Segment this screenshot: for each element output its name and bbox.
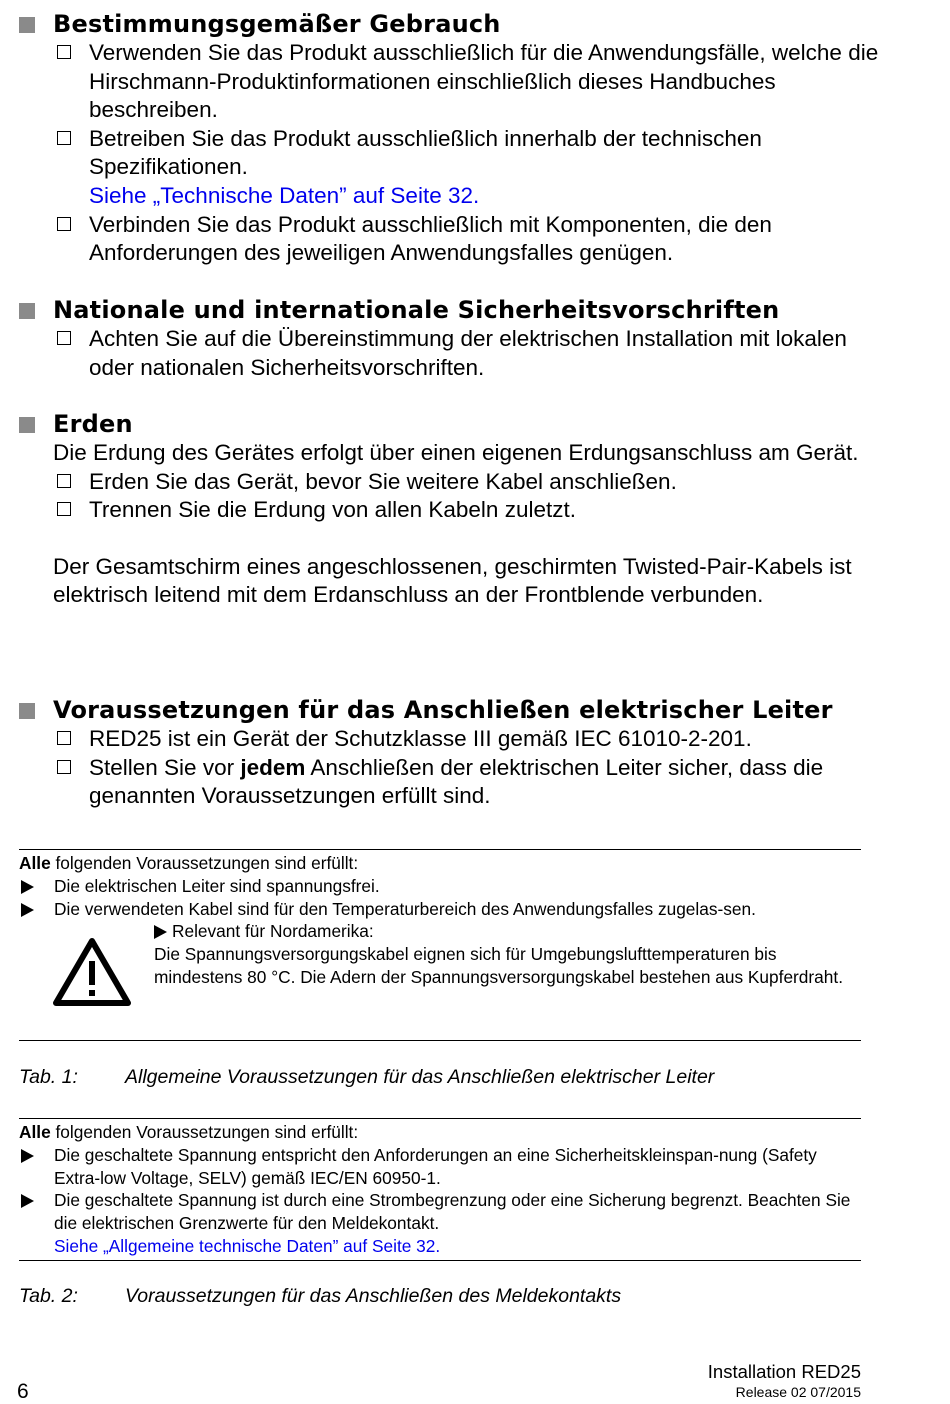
triangle-bullet-icon [154,925,167,939]
section-heading: Nationale und internationale Sicherheitsvorschriften [19,296,879,325]
warning-box [19,920,861,1012]
table-row: Die verwendeten Kabel sind für den Temperaturbereich des Anwendungsfalles zugelas-sen. [19,898,861,921]
paragraph: Der Gesamtschirm eines angeschlossenen, geschirmten Twisted-Pair-Kabels ist elektrisch leitend mit dem Erdanschluss an der Frontblende verbunden. [53,553,852,608]
footer-title: Installation RED25 [707,1361,861,1382]
section-sicherheitsvorschriften [19,296,879,382]
checkbox-bullet-icon [57,474,71,488]
square-bullet-icon [19,417,35,433]
warning-text [154,920,854,988]
section-heading: Bestimmungsgemäßer Gebrauch [19,10,879,39]
triangle-bullet-icon [21,903,34,917]
warning-triangle-icon [52,937,132,1007]
triangle-bullet-icon [21,880,34,894]
table-row: Die geschaltete Spannung entspricht den Anforderungen an eine Sicherheitskleinspan-nung (Safety Extra-low Voltage, SELV) gemäß IEC/EN 60950-1. [19,1144,861,1190]
table-row: Die elektrischen Leiter sind spannungsfrei. [19,875,861,898]
square-bullet-icon [19,303,35,319]
list-item: Achten Sie auf die Übereinstimmung der elektrischen Installation mit lokalen oder nationalen Sicherheitsvorschriften. [19,325,879,382]
table-header: Alle folgenden Voraussetzungen sind erfüllt: [19,1122,359,1142]
section-erden [19,410,879,610]
page-number: 6 [17,1380,29,1403]
checkbox-bullet-icon [57,131,71,145]
list-item: Verbinden Sie das Produkt ausschließlich mit Komponenten, die den Anforderungen des jeweiligen Anwendungsfalles genügen. [19,211,879,268]
list-item: Stellen Sie vor jedem Anschließen der elektrischen Leiter sicher, dass die genannten Voraussetzungen erfüllt sind. [19,754,879,811]
list-item: Erden Sie das Gerät, bevor Sie weitere Kabel anschließen. [19,468,879,497]
table-caption-1: Tab. 1: Allgemeine Voraussetzungen für das Anschließen elektrischer Leiter [19,1066,715,1088]
triangle-bullet-icon [21,1194,34,1208]
section-heading: Voraussetzungen für das Anschließen elektrischer Leiter [19,696,879,725]
footer-release: Release 02 07/2015 [735,1384,861,1400]
square-bullet-icon [19,17,35,33]
list-item: RED25 ist ein Gerät der Schutzklasse III gemäß IEC 61010-2-201. [19,725,879,754]
list-item: Verwenden Sie das Produkt ausschließlich für die Anwendungsfälle, welche die Hirschmann-Produktinformationen einschließlich dieses Handbuches beschreiben. [19,39,879,125]
section-heading: Erden [19,410,879,439]
checkbox-bullet-icon [57,760,71,774]
checkbox-bullet-icon [57,45,71,59]
paragraph: Die Erdung des Gerätes erfolgt über einen eigenen Erdungsanschluss am Gerät. [53,440,859,465]
checkbox-bullet-icon [57,217,71,231]
table-header: Alle folgenden Voraussetzungen sind erfüllt: [19,853,359,873]
section-voraussetzungen [19,696,879,811]
table-row: Die geschaltete Spannung ist durch eine Strombegrenzung oder eine Sicherung begrenzt. Beachten Sie die elektrischen Grenzwerte für den Meldekontakt. Siehe „Allgemeine technische Daten” auf Seite 32. [19,1189,861,1257]
triangle-bullet-icon [21,1149,34,1163]
checkbox-bullet-icon [57,331,71,345]
link-allgemeine-technische-daten[interactable]: Siehe „Allgemeine technische Daten” auf Seite 32. [54,1235,441,1256]
warning-header: Relevant für Nordamerika: [154,920,854,943]
list-item: Trennen Sie die Erdung von allen Kabeln zuletzt. [19,496,879,525]
requirements-table-1 [19,849,861,1041]
requirements-table-2 [19,1118,861,1261]
list-item: Betreiben Sie das Produkt ausschließlich innerhalb der technischen Spezifikationen. Siehe „Technische Daten” auf Seite 32. [19,125,879,211]
table-caption-2: Tab. 2: Voraussetzungen für das Anschließen des Meldekontakts [19,1285,622,1307]
link-technische-daten[interactable]: Siehe „Technische Daten” auf Seite 32. [89,182,480,208]
warning-body: Die Spannungsversorgungskabel eignen sich für Umgebungslufttemperaturen bis mindestens 80 °C. Die Adern der Spannungsversorgungskabel bestehen aus Kupferdraht. [154,944,843,987]
checkbox-bullet-icon [57,502,71,516]
square-bullet-icon [19,703,35,719]
section-bestimmungsgemaesser-gebrauch [19,10,879,268]
checkbox-bullet-icon [57,731,71,745]
